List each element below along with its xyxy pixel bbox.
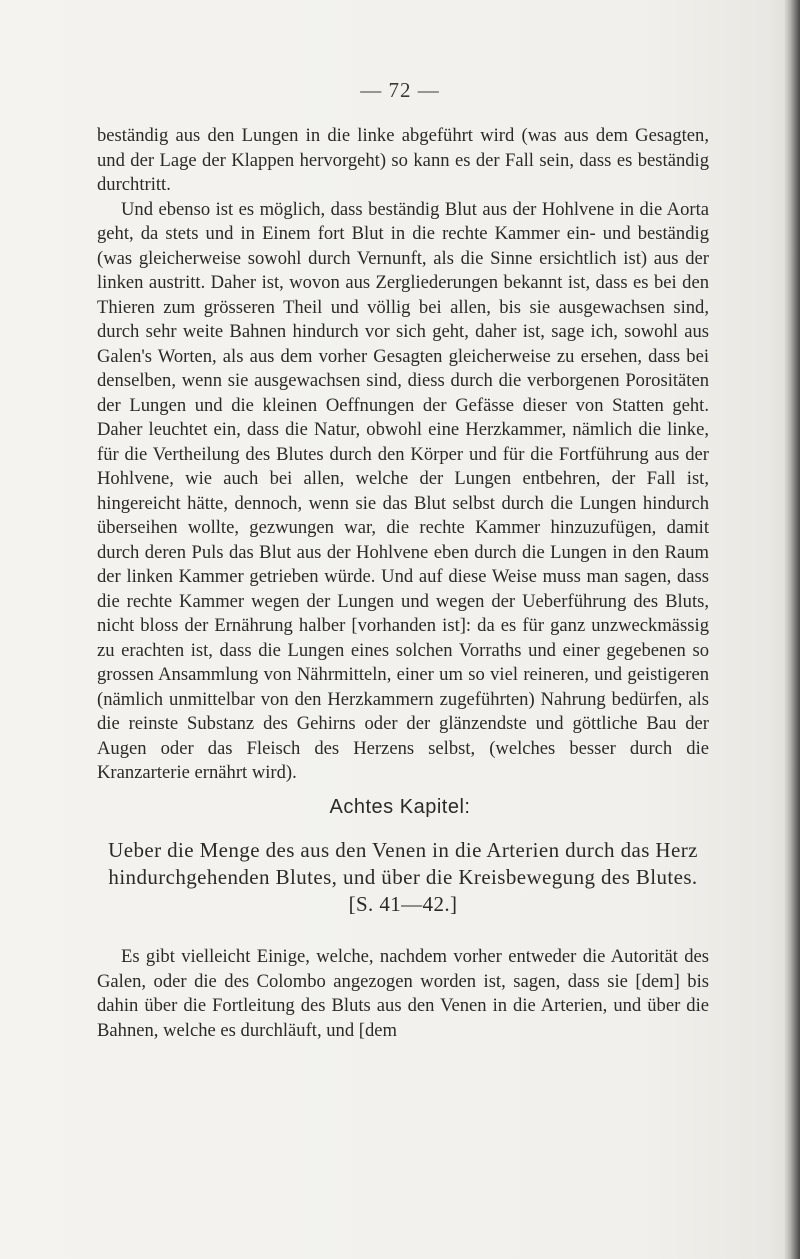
- page-edge-shadow: [784, 0, 800, 1259]
- chapter-body-text: [97, 945, 709, 1043]
- body-text-section: [97, 124, 709, 786]
- paragraph: Es gibt vielleicht Einige, welche, nachdem vorher entweder die Autorität des Galen, oder die des Colombo angezogen worden ist, sagen, dass sie [dem] bis dahin über die Fortleitung des Bluts aus den Venen in die Arterien, und über die Bahnen, welche es durchläuft, und [dem: [97, 946, 709, 1041]
- chapter-heading: Achtes Kapitel:: [329, 796, 471, 818]
- paragraph-continuation: beständig aus den Lungen in die linke abgeführt wird (was aus dem Gesagten, und der Lage der Klappen hervorgeht) so kann es der Fall sein, dass es beständig durchtritt.: [97, 125, 709, 195]
- page-number: — 72 —: [360, 78, 440, 102]
- chapter-subtitle: Ueber die Menge des aus den Venen in die Arterien durch das Herz hindurchgehenden Blutes, und über die Kreisbewegung des Blutes. [S. 41—42.]: [108, 838, 698, 916]
- paragraph: Und ebenso ist es möglich, dass beständig Blut aus der Hohlvene in die Aorta geht, da stets und in Einem fort Blut in die rechte Kammer ein- und beständig (was gleicherweise sowohl durch Vernunft, als die Sinne ersichtlich ist) aus der linken austritt. Daher ist, wovon aus Zergliederungen bekannt ist, dass es bei den Thieren zum grösseren Theil und völlig bei allen, bis sie ausgewachsen sind, durch sehr weite Bahnen hindurch vor sich geht, daher ist, sage ich, sowohl aus Galen's Worten, als aus dem vorher Gesagten gleicherweise zu ersehen, dass bei denselben, wenn sie ausgewachsen sind, diess durch die verborgenen Porositäten der Lungen und die kleinen Oeffnungen der Gefässe dieser von Statten geht. Daher leuchtet ein, dass die Natur, obwohl eine Herzkammer, nämlich die linke, für die Vertheilung des Blutes durch den Körper und für die Fortführung aus der Hohlvene, wie auch bei allen, welche der Lungen entbehren, der Fall ist, hingereicht hätte, dennoch, wenn sie das Blut selbst durch die Lungen hindurch überseihen wollte, gezwungen war, die rechte Kammer hinzuzufügen, damit durch deren Puls das Blut aus der Hohlvene eben durch die Lungen in den Raum der linken Kammer getrieben würde. Und auf diese Weise muss man sagen, dass die rechte Kammer wegen der Lungen und wegen der Ueberführung des Bluts, nicht bloss der Ernährung halber [vorhanden ist]: da es für ganz unzweckmässig zu erachten ist, dass die Lungen eines solchen Vorraths und einer gegebenen so grossen Ansammlung von Nährmitteln, einer um so viel reineren, und geistigeren (nämlich unmittelbar von den Herzkammern zugeführten) Nahrung bedürfen, als die reinste Substanz des Gehirns oder der glänzendste und göttliche Bau der Augen oder das Fleisch des Herzens selbst, (welches besser durch die Kranzarterie ernährt wird).: [97, 198, 709, 783]
